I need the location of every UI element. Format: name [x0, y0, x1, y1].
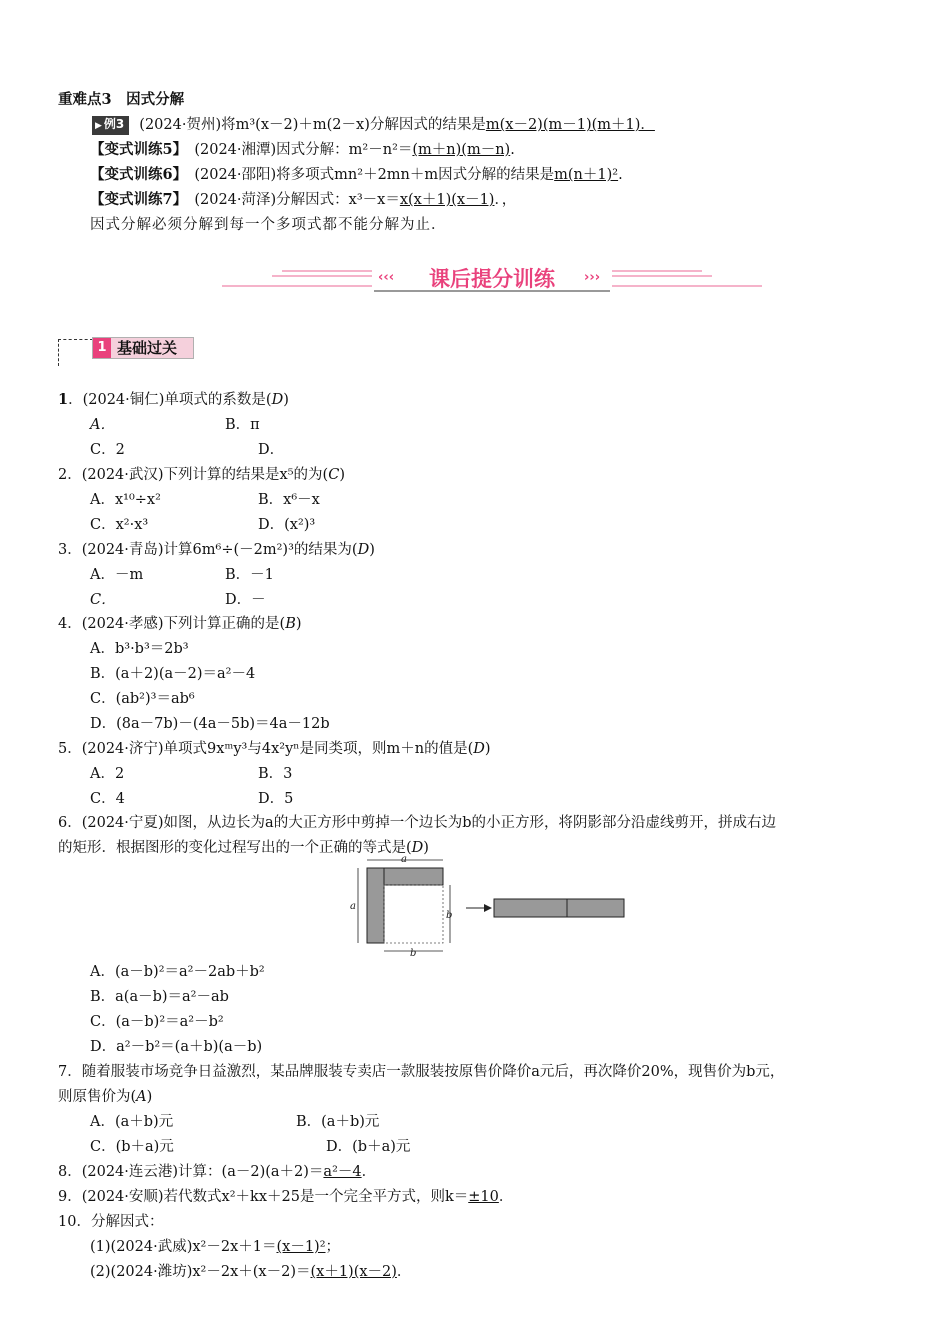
q6-label-a-top: a [401, 854, 407, 865]
section-label: 基础过关 [117, 339, 178, 357]
banner-title: 课后提分训练 [429, 267, 555, 291]
q6-option-a: A．(a－b)²＝a²－2ab＋b² [90, 964, 265, 980]
q1-stem: 1．(2024·铜仁)单项式的系数是(D) [58, 391, 289, 408]
q7-option-a: A．(a＋b)元 [90, 1114, 174, 1130]
q4-option-d: D．(8a－7b)－(4a－5b)＝4a－12b [90, 716, 330, 732]
q10-stem: 10．分解因式： [58, 1214, 164, 1230]
q2-option-d: D．(x²)³ [258, 517, 316, 533]
q2-option-c: C．x²·x³ [90, 517, 149, 533]
q5-stem: 5．(2024·济宁)单项式9xᵐy³与4x²yⁿ是同类项，则m＋n的值是(D) [58, 741, 491, 757]
q3-stem: 3．(2024·青岛)计算6m⁶÷(－2m²)³的结果为(D) [58, 542, 375, 558]
example-tag: ▶ 例3 [92, 116, 129, 135]
section-label-box [92, 337, 194, 359]
q5-option-d: D．5 [258, 791, 294, 807]
q6-result-rectangle [494, 899, 624, 917]
q3-option-b: B．－1 [225, 567, 274, 583]
q3-option-d: D．－ [225, 592, 266, 608]
q1-option-c: C．2 [90, 442, 125, 458]
example-text: (2024·贺州)将m³(x－2)＋m(2－x)分解因式的结果是 [139, 117, 486, 133]
q2-stem: 2．(2024·武汉)下列计算的结果是x⁵的为(C) [58, 467, 345, 483]
q4-option-c: C．(ab²)³＝ab⁶ [90, 691, 195, 707]
section-header [58, 337, 198, 367]
example-answer: m(x－2)(m－1)(m＋1)． [485, 117, 655, 133]
keypoint-title: 重难点3 因式分解 [58, 91, 185, 108]
q7-option-c: C．(b＋a)元 [90, 1139, 174, 1155]
q6-label-b-right: b [446, 910, 453, 921]
q5-option-a: A．2 [90, 766, 125, 782]
q6-small-square [384, 885, 443, 943]
q5-option-c: C．4 [90, 791, 125, 807]
svg-text:‹‹‹: ‹‹‹ [378, 270, 395, 285]
tip-text: 因式分解必须分解到每一个多项式都不能分解为止． [90, 217, 447, 233]
q6-label-b-bottom: b [410, 948, 417, 958]
q6-option-c: C．(a－b)²＝a²－b² [90, 1014, 224, 1030]
q7-option-b: B．(a＋b)元 [296, 1114, 380, 1130]
q10-part2: (2)(2024·潍坊)x²－2x＋(x－2)＝(x＋1)(x－2)． [90, 1264, 412, 1280]
q1-option-a: A． [90, 417, 115, 433]
q6-option-b: B．a(a－b)＝a²－ab [90, 989, 229, 1005]
q6-left-strip [367, 868, 384, 943]
variant-6: 【变式训练6】 (2024·邵阳)将多项式mn²＋2mn＋m因式分解的结果是m(n＋1)². [90, 166, 623, 183]
q3-option-a: A．－m [90, 567, 144, 583]
q6-option-d: D．a²－b²＝(a＋b)(a－b) [90, 1039, 263, 1055]
example-3 [92, 115, 655, 135]
q7-stem-line1: 7．随着服装市场竞争日益激烈，某品牌服装专卖店一款服装按原售价降价a元后，再次降价20%，现售价为b元， [58, 1064, 785, 1080]
q4-option-b: B．(a＋2)(a－2)＝a²－4 [90, 666, 256, 682]
section-number: 1 [93, 338, 111, 358]
variant-5: 【变式训练5】 (2024·湘潭)因式分解：m²－n²＝(m＋n)(m－n). [90, 141, 515, 158]
q1-option-b: B．π [225, 417, 260, 433]
q7-stem-line2: 则原售价为(A) [58, 1089, 153, 1105]
banner [222, 260, 762, 294]
q9-stem: 9．(2024·安顺)若代数式x²＋kx＋25是一个完全平方式，则k＝±10． [58, 1189, 514, 1205]
q6-label-a-left: a [350, 901, 356, 912]
q6-stem-line2: 的矩形．根据图形的变化过程写出的一个正确的等式是(D) [58, 840, 429, 856]
q10-part1: (1)(2024·武威)x²－2x＋1＝(x－1)²； [90, 1239, 341, 1255]
q2-option-a: A．x¹⁰÷x² [90, 492, 161, 508]
q6-figure [348, 852, 638, 958]
q8-stem: 8．(2024·连云港)计算：(a－2)(a＋2)＝a²－4． [58, 1164, 377, 1180]
q4-stem: 4．(2024·孝感)下列计算正确的是(B) [58, 616, 302, 632]
q2-option-b: B．x⁶－x [258, 492, 320, 508]
section-dashed-corner [58, 339, 93, 366]
variant-7: 【变式训练7】 (2024·菏泽)分解因式：x³－x＝x(x＋1)(x－1)．， [90, 191, 517, 208]
play-icon: ▶ [95, 121, 102, 131]
q6-stem-line1: 6．(2024·宁夏)如图，从边长为a的大正方形中剪掉一个边长为b的小正方形，将阴影部分沿虚线剪开，拼成右边 [58, 815, 776, 831]
q7-option-d: D．(b＋a)元 [326, 1139, 411, 1155]
q1-option-d: D． [258, 442, 285, 458]
q3-option-c: C． [90, 592, 116, 608]
q4-option-a: A．b³·b³＝2b³ [90, 641, 189, 657]
q5-option-b: B．3 [258, 766, 293, 782]
svg-text:›››: ››› [584, 270, 601, 285]
